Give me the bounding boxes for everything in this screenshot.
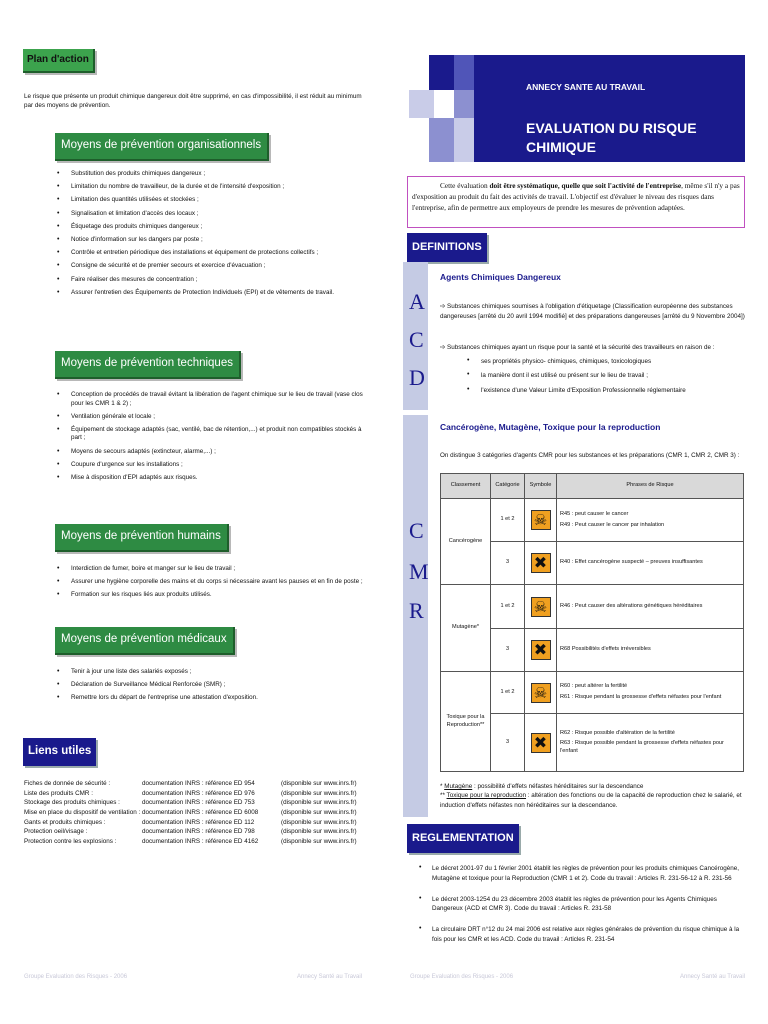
list-item: • Tenir à jour une liste des salariés exposés ;	[46, 668, 366, 677]
intro-text-a: Cette évaluation	[440, 181, 490, 190]
list-item: • Mise à disposition d'EPI adaptés aux risques.	[46, 474, 366, 483]
link-row	[24, 828, 364, 838]
arrow-icon: ➩	[440, 303, 446, 310]
skull-icon	[531, 683, 551, 703]
symbol-cell	[525, 585, 557, 629]
plan-action-title: Plan d'action	[23, 49, 95, 73]
cross-icon	[531, 640, 551, 660]
category-cell: 1 et 2	[491, 499, 525, 542]
tech-prevention-title: Moyens de prévention techniques	[55, 351, 241, 379]
table-header: Classement	[441, 474, 491, 499]
category-cell: 3	[491, 629, 525, 672]
footer-right-org: Annecy Santé au Travail	[680, 974, 746, 980]
symbol-cell	[525, 714, 557, 772]
reglementation-tab: REGLEMENTATION	[407, 824, 519, 853]
list-item: • la manière dont il est utilisé ou présent sur le lieu de travail ;	[456, 371, 746, 381]
reglementation-section	[407, 864, 747, 956]
definitions-tab: DEFINITIONS	[407, 233, 487, 262]
category-cell: 3	[491, 714, 525, 772]
risk-phrases-cell	[557, 672, 744, 714]
acd-criteria-list	[456, 357, 746, 400]
link-availability[interactable]: (disponible sur www.inrs.fr)	[281, 818, 357, 826]
reglementation-list	[407, 864, 747, 945]
table-row	[441, 499, 744, 542]
symbol-cell	[525, 542, 557, 585]
footer-left-group: Groupe Evaluation des Risques - 2006	[24, 974, 128, 980]
link-name: Fiches de donnée de sécurité :	[24, 780, 111, 787]
list-item: • La circulaire DRT n°12 du 24 mai 2006 est relative aux règles générales de prévention du risque chimique à la fois pour les CMR et les ACD. Code du travail : Articles R. 231-54	[407, 925, 747, 945]
link-row	[24, 790, 364, 800]
list-item: • Équipement de stockage adaptés (sac, ventilé, bac de rétention,...) et produit non compatibles stockés à part ;	[46, 426, 366, 443]
arrow-icon: ➩	[440, 344, 446, 351]
medical-prevention-title: Moyens de prévention médicaux	[55, 627, 235, 655]
classement-cell: Cancérogène	[441, 499, 491, 585]
footnote-mutagene: * Mutagène : possibilité d'effets néfastes héréditaires sur la descendance	[440, 783, 644, 790]
list-item: • Ventilation générale et locale ;	[46, 413, 366, 422]
link-availability[interactable]: (disponible sur www.inrs.fr)	[281, 789, 357, 797]
header-square	[409, 90, 434, 118]
link-row	[24, 780, 364, 790]
skull-icon	[531, 597, 551, 617]
header-title: EVALUATION DU RISQUE CHIMIQUE	[526, 120, 697, 155]
link-row	[24, 819, 364, 829]
header-square	[454, 90, 474, 118]
list-item: • Substitution des produits chimiques dangereux ;	[46, 170, 366, 179]
risk-phrase: R46 : Peut causer des altérations génétiques héréditaires	[560, 602, 703, 609]
evaluation-intro-box	[407, 176, 745, 228]
link-name: Gants et produits chimiques :	[24, 818, 106, 826]
table-header: Phrases de Risque	[557, 474, 744, 499]
cmr-classification-table	[440, 473, 744, 772]
cmr-intro: On distingue 3 catégories d'agents CMR pour les substances et les préparations (CMR 1, CMR 2, CMR 3) :	[440, 452, 740, 459]
skull-icon	[531, 510, 551, 530]
tech-prevention-list	[46, 391, 366, 487]
classement-cell: Mutagène*	[441, 585, 491, 672]
footnotes	[440, 782, 745, 810]
human-prevention-title: Moyens de prévention humains	[55, 524, 229, 552]
link-name: Liste des produits CMR :	[24, 789, 93, 797]
intro-text-c: , même s'il n'y a pas d'exposition au produit du fait des activités de travail. L'objectif est d'évaluer le niveau des risques dans l'entreprise, afin de permettre aux employeurs de prendre les mesures de prévention adaptées.	[412, 181, 740, 212]
org-prevention-list	[46, 170, 366, 302]
footnote-reproduction: ** Toxique pour la reproduction : altération des fonctions ou de la capacité de reproduction chez le salarié, et induction d'effets néfastes non héréditaires sur la descendance.	[440, 792, 742, 809]
list-item: • Contrôle et entretien périodique des installations et équipement de protections collectifs ;	[46, 249, 366, 258]
table-row	[441, 672, 744, 714]
link-doc: documentation INRS : référence ED 4162	[142, 838, 259, 846]
list-item: • Coupure d'urgence sur les installations ;	[46, 461, 366, 470]
table-row	[441, 585, 744, 629]
category-cell: 1 et 2	[491, 585, 525, 629]
cmr-title: Cancérogène, Mutagène, Toxique pour la reproduction	[440, 422, 661, 432]
acd-letter-a: A	[409, 289, 425, 314]
symbol-cell	[525, 629, 557, 672]
category-cell: 3	[491, 542, 525, 585]
link-doc: documentation INRS : référence ED 976	[142, 789, 255, 797]
acd-paragraph-1: ➩ Substances chimiques soumises à l'obligation d'étiquetage (Classification européenne des substances dangereuses [arrêté du 20 avril 1994 modifié] et des préparations dangereuses [arrêté du 9 Novembre 2004])	[440, 303, 745, 320]
list-item: • Interdiction de fumer, boire et manger sur le lieu de travail ;	[46, 565, 366, 574]
link-availability[interactable]: (disponible sur www.inrs.fr)	[281, 809, 357, 817]
link-name: Mise en place du dispositif de ventilation :	[24, 809, 141, 817]
risk-phrase: R60 : peut altérer la fertilité	[560, 683, 628, 690]
header-subtitle: ANNECY SANTE AU TRAVAIL	[526, 82, 646, 92]
risk-phrase: R45 : peut causer le cancer	[560, 510, 629, 517]
cmr-letter-c: C	[409, 518, 424, 543]
list-item: • Limitation du nombre de travailleur, de la durée et de l'intensité d'exposition ;	[46, 183, 366, 192]
human-prevention-list	[46, 565, 366, 605]
risk-phrase: R49 : Peut causer le cancer par inhalation	[560, 521, 665, 528]
link-doc: documentation INRS : référence ED 6008	[142, 809, 259, 817]
list-item: • Faire réaliser des mesures de concentration ;	[46, 276, 366, 285]
link-doc: documentation INRS : référence ED 954	[142, 780, 255, 787]
list-item: • Déclaration de Surveillance Médical Renforcée (SMR) ;	[46, 681, 366, 690]
list-item: • Conception de procédés de travail évitant la libération de l'agent chimique sur le lieu de travail (vase clos pour les CMR 1 & 2) ;	[46, 391, 366, 408]
category-cell: 1 et 2	[491, 672, 525, 714]
list-item: • Consigne de sécurité et de premier secours et exercice d'évacuation ;	[46, 262, 366, 271]
intro-text-bold: doit être systématique, quelle que soit l'activité de l'entreprise	[489, 181, 682, 190]
risk-phrase: R68 Possibilités d'effets irréversibles	[560, 646, 651, 653]
table-header: Symbole	[525, 474, 557, 499]
footer-right-group: Groupe Evaluation des Risques - 2006	[410, 974, 514, 980]
list-item: • Le décret 2003-1254 du 23 décembre 2003 établit les règles de prévention pour les Agents Chimiques Dangereux (ACD et CMR 3). Code du travail : Articles R. 231-58	[407, 895, 747, 915]
cmr-letter-m: M	[409, 559, 429, 584]
link-doc: documentation INRS : référence ED 753	[142, 799, 255, 807]
link-name: Stockage des produits chimiques :	[24, 799, 120, 807]
list-item: • Le décret 2001-97 du 1 février 2001 établit les règles de prévention pour les produits chimiques Cancérogène, Mutagène et toxique pour la Reproduction (CMR 1 et 2). Code du travail : Articles R. 231-56-12 à R. 231-56	[407, 864, 747, 884]
acd-paragraph-2: ➩ Substances chimiques ayant un risque pour la santé et la sécurité des travailleurs en raison de :	[440, 344, 715, 351]
list-item: • Remettre lors du départ de l'entreprise une attestation d'exposition.	[46, 694, 366, 703]
list-item: • Assurer une hygiène corporelle des mains et du corps si nécessaire avant les pauses et en fin de poste ;	[46, 578, 366, 587]
list-item: • ses propriétés physico- chimiques, chimiques, toxicologiques	[456, 357, 746, 367]
link-name: Protection contre les explosions :	[24, 838, 117, 846]
list-item: • Limitation des quantités utilisées et stockées ;	[46, 196, 366, 205]
table-header: Catégorie	[491, 474, 525, 499]
list-item: • Notice d'information sur les dangers par poste ;	[46, 236, 366, 245]
link-doc: documentation INRS : référence ED 112	[142, 818, 255, 826]
risk-phrases-cell	[557, 542, 744, 585]
link-row	[24, 838, 364, 848]
link-doc: documentation INRS : référence ED 798	[142, 828, 255, 836]
header-square	[454, 118, 474, 162]
useful-links-title: Liens utiles	[23, 738, 96, 766]
link-availability[interactable]: (disponible sur www.inrs.fr)	[281, 838, 357, 846]
header-square	[429, 55, 454, 90]
header-square	[429, 118, 454, 162]
cmr-letter-r: R	[409, 598, 424, 623]
list-item: • l'existence d'une Valeur Limite d'Exposition Professionnelle réglementaire	[456, 386, 746, 396]
useful-links-table	[24, 780, 364, 848]
list-item: • Assurer l'entretien des Équipements de Protection Individuels (EPI) et de vêtements de travail.	[46, 289, 366, 298]
list-item: • Étiquetage des produits chimiques dangereux ;	[46, 223, 366, 232]
list-item: • Signalisation et limitation d'accès des locaux ;	[46, 210, 366, 219]
link-availability[interactable]: (disponible sur www.inrs.fr)	[281, 828, 357, 836]
symbol-cell	[525, 499, 557, 542]
link-row	[24, 809, 364, 819]
classement-cell: Toxique pour la Reproduction**	[441, 672, 491, 772]
risk-phrase: R63 : Risque possible pendant la grossesse d'effets néfastes pour l'enfant	[560, 740, 724, 754]
footer-left-org: Annecy Santé au Travail	[297, 974, 363, 980]
risk-phrases-cell	[557, 585, 744, 629]
risk-phrases-cell	[557, 714, 744, 772]
risk-phrases-cell	[557, 629, 744, 672]
org-prevention-title: Moyens de prévention organisationnels	[55, 133, 269, 161]
link-row	[24, 799, 364, 809]
cross-icon	[531, 733, 551, 753]
acd-letter-c: C	[409, 327, 424, 352]
list-item: • Formation sur les risques liés aux produits utilisés.	[46, 591, 366, 600]
list-item: • Moyens de secours adaptés (extincteur, alarme,...) ;	[46, 448, 366, 457]
link-availability[interactable]: (disponible sur www.inrs.fr)	[281, 799, 357, 807]
risk-phrase: R61 : Risque pendant la grossesse d'effets néfastes pour l'enfant	[560, 694, 722, 700]
plan-intro-text: Le risque que présente un produit chimique dangereux doit être supprimé, en cas d'impossibilité, il est réduit au minimum par des moyens de prévention.	[24, 93, 362, 109]
header-square	[454, 55, 474, 90]
acd-letter-d: D	[409, 365, 425, 390]
link-availability[interactable]: (disponible sur www.inrs.fr)	[281, 780, 357, 787]
risk-phrase: R40 : Effet cancérogène suspecté – preuves insuffisantes	[560, 559, 703, 566]
medical-prevention-list	[46, 668, 366, 708]
link-name: Protection oeil/visage :	[24, 828, 88, 836]
acd-title: Agents Chimiques Dangereux	[440, 272, 561, 282]
cross-icon	[531, 553, 551, 573]
risk-phrases-cell	[557, 499, 744, 542]
symbol-cell	[525, 672, 557, 714]
risk-phrase: R62 : Risque possible d'altération de la fertilité	[560, 729, 675, 736]
